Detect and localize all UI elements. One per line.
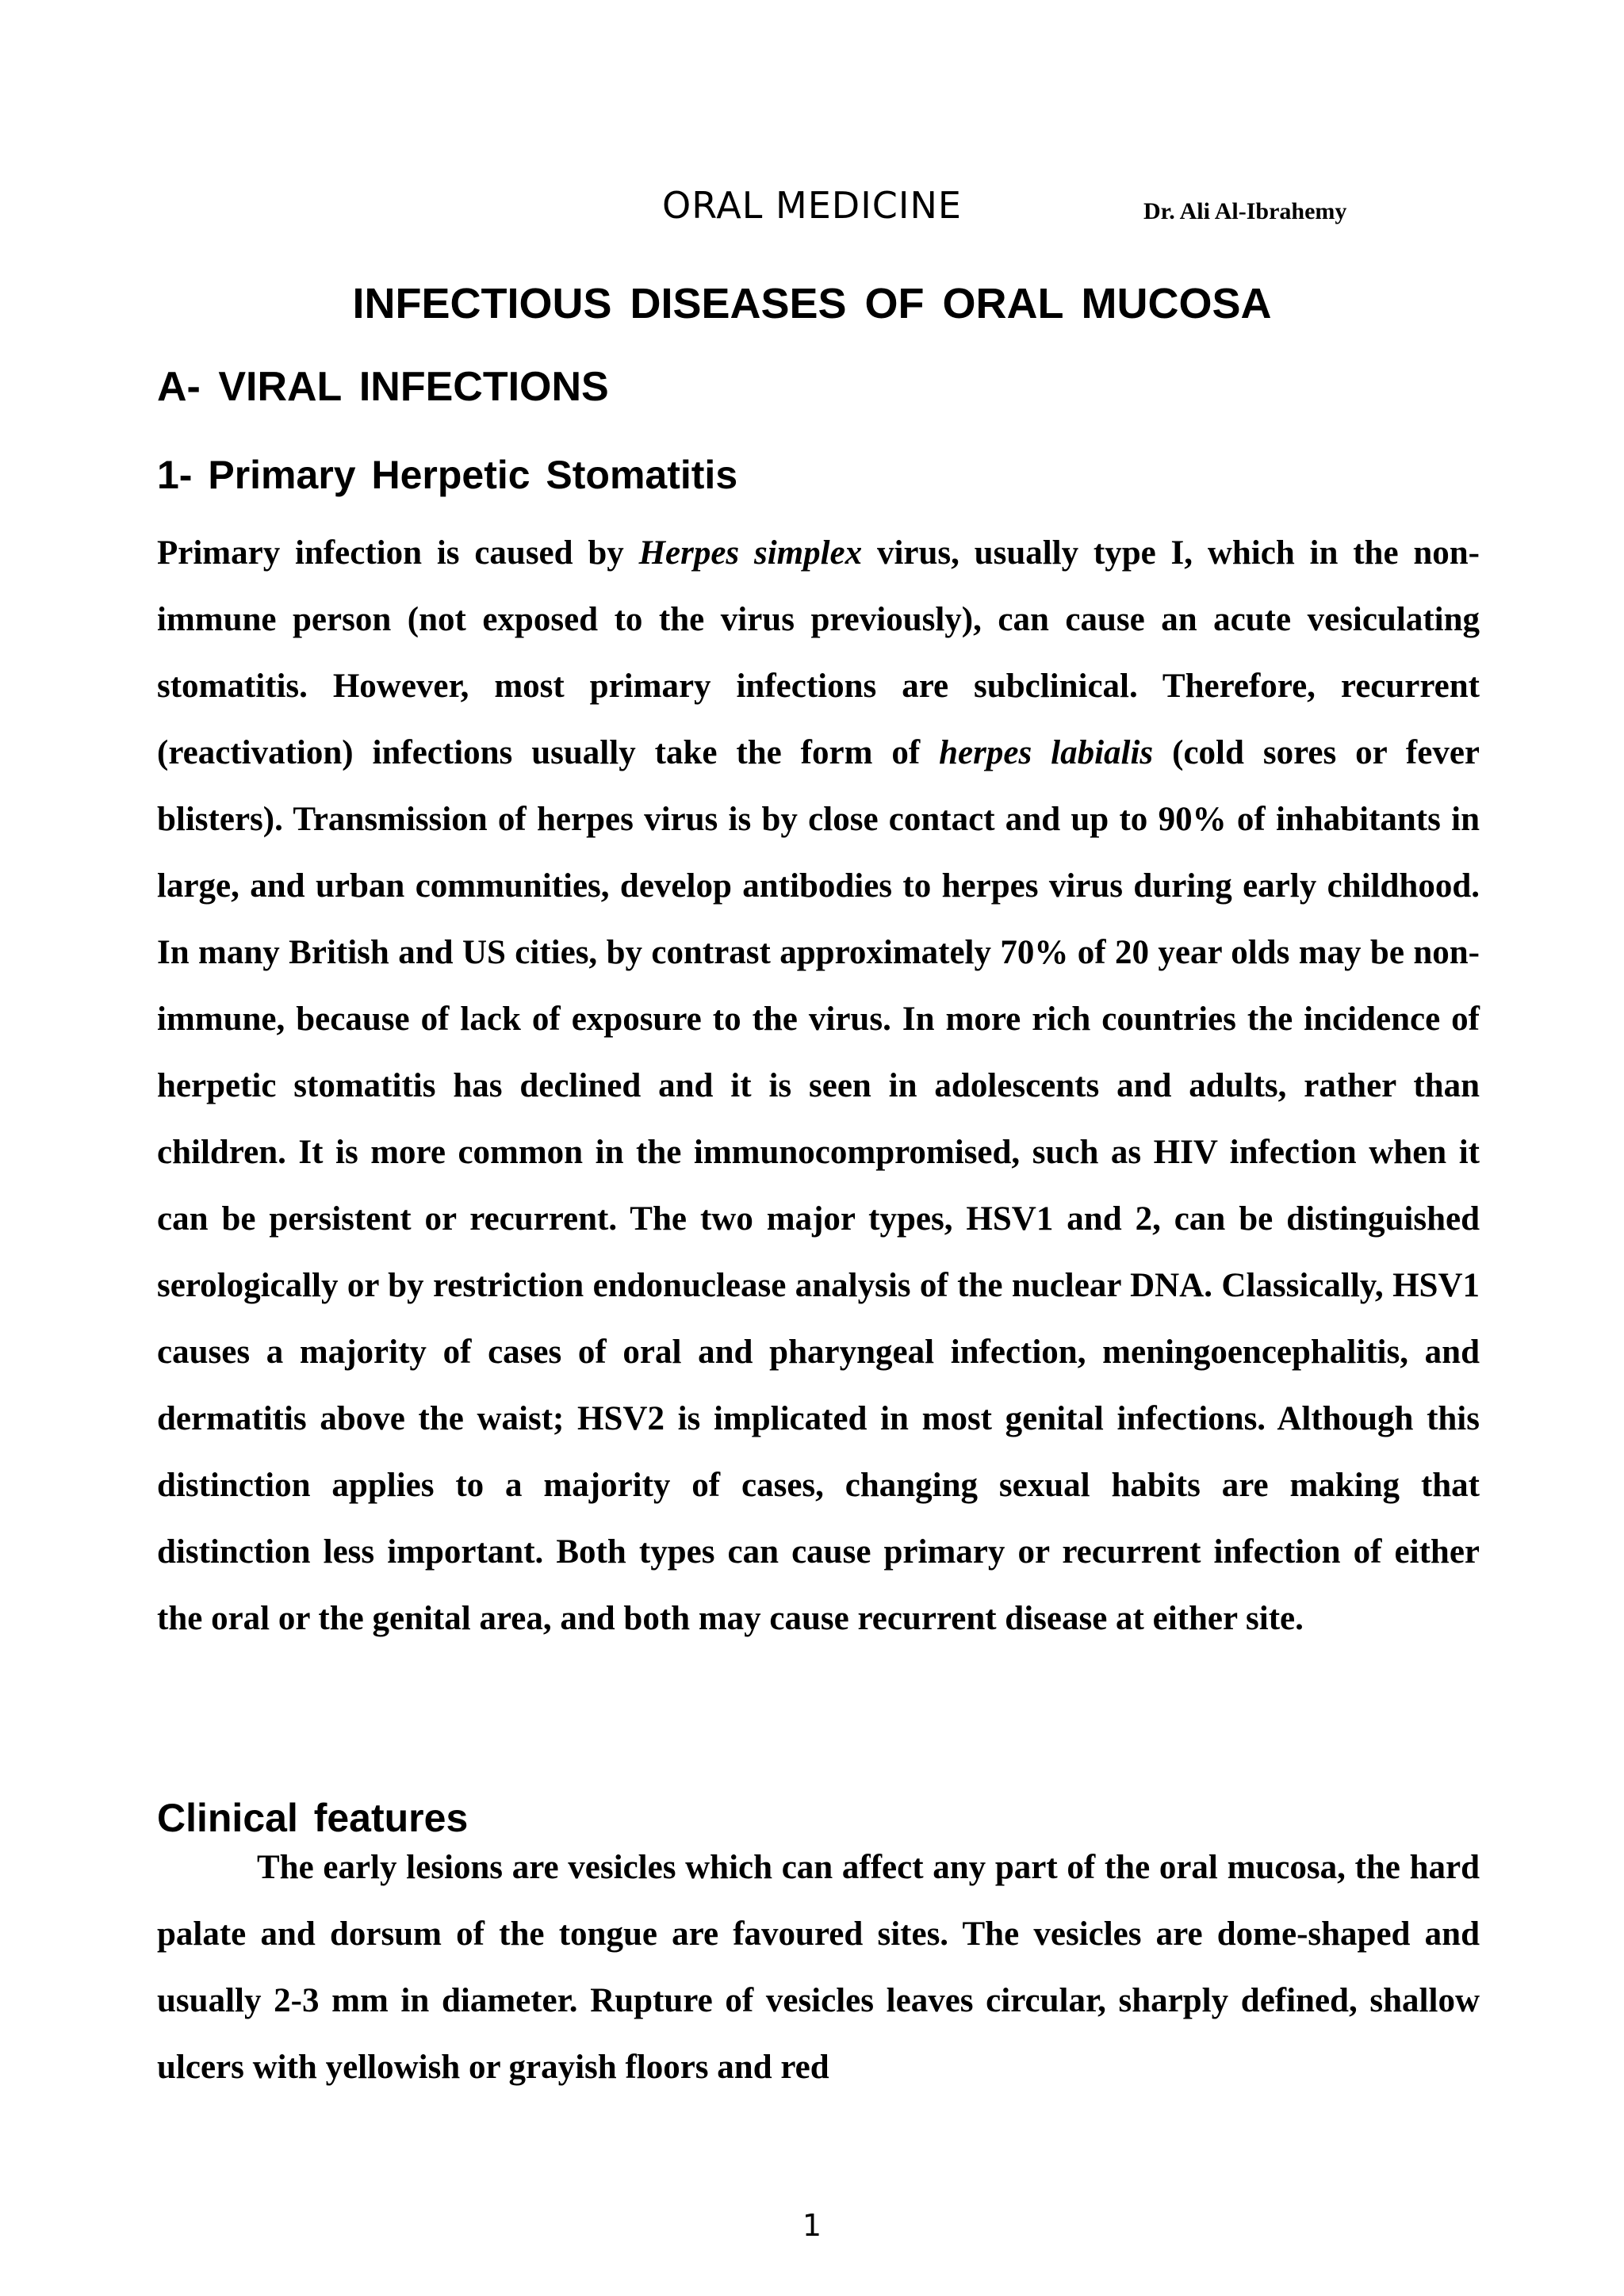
paragraph-text: virus, usually type I, which in the non-immune person (not exposed to the virus previously), can cause an acute vesiculating stomatitis. However, most primary infections are subclinical. Therefore, recurrent (reactivation) infections usually take the form of [157, 534, 1480, 771]
section-heading: A- VIRAL INFECTIONS [157, 364, 609, 410]
italic-term-herpes-simplex: Herpes simplex [638, 534, 863, 572]
header-author: Dr. Ali Al-Ibrahemy [1143, 198, 1347, 224]
document-title: INFECTIOUS DISEASES OF ORAL MUCOSA [352, 280, 1272, 327]
subsection-heading: 1- Primary Herpetic Stomatitis [157, 453, 738, 497]
italic-term-herpes-labialis: herpes labialis [939, 734, 1154, 771]
paragraph-text: (cold sores or fever blisters). Transmission of herpes virus is by close contact and up to 90% of inhabitants in large, and urban communities, develop antibodies to herpes virus during early childhood. In many British and US cities, by contrast approximately 70% of 20 year olds may be non-immune, because of lack of exposure to the virus. In more rich countries the incidence of herpetic stomatitis has declined and it is seen in adolescents and adults, rather than children. It is more common in the immunocompromised, such as HIV infection when it can be persistent or recurrent. The two major types, HSV1 and 2, can be distinguished serologically or by restriction endonuclease analysis of the nuclear DNA. Classically, HSV1 causes a majority of cases of oral and pharyngeal infection, meningoencephalitis, and dermatitis above the waist; HSV2 is implicated in most genital infections. Although this distinction applies to a majority of cases, changing sexual habits are making that distinction less important. Both types can cause primary or recurrent infection of either the oral or the genital area, and both may cause recurrent disease at either site. [157, 734, 1480, 1637]
body-paragraph-clinical: The early lesions are vesicles which can affect any part of the oral mucosa, the hard palate and dorsum of the tongue are favoured sites. The vesicles are dome-shaped and usually 2-3 mm in diameter. Rupture of vesicles leaves circular, sharply defined, shallow ulcers with yellowish or grayish floors and red [157, 1849, 1480, 2086]
page-number: 1 [802, 2208, 822, 2243]
paragraph-text: Primary infection is caused by [157, 534, 639, 572]
header-subject: ORAL MEDICINE [662, 184, 962, 227]
clinical-features-heading: Clinical features [157, 1796, 469, 1840]
body-paragraph-intro [157, 520, 1480, 1652]
